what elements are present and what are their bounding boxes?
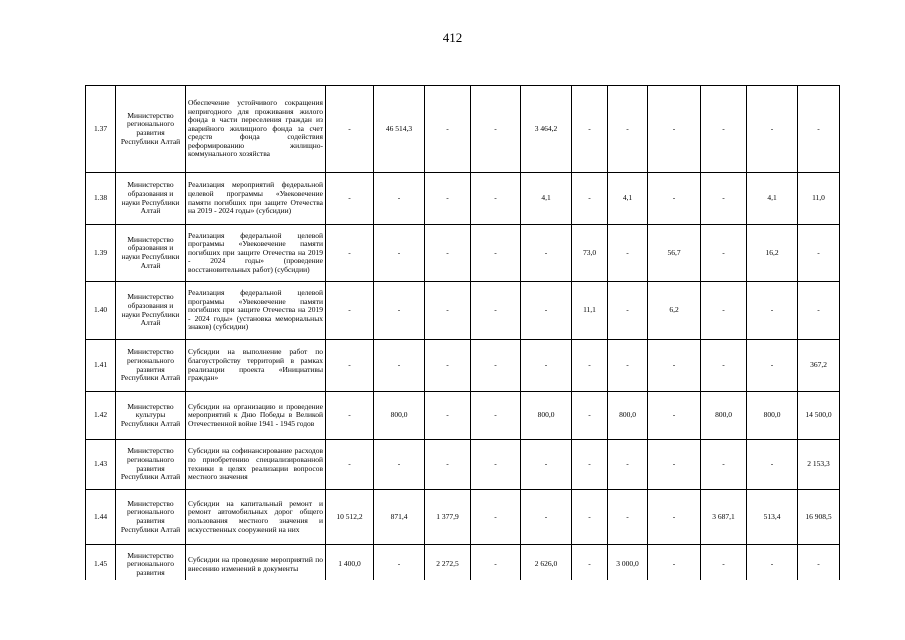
amount-cell: -	[747, 340, 798, 392]
amount-cell: -	[425, 282, 471, 340]
amount-cell: 46 514,3	[374, 86, 425, 173]
amount-cell: 513,4	[747, 490, 798, 545]
amount-cell: -	[374, 440, 425, 490]
row-number: 1.39	[86, 225, 116, 282]
amount-cell: -	[425, 173, 471, 225]
amount-cell: -	[374, 340, 425, 392]
amount-cell: -	[701, 173, 747, 225]
amount-cell: -	[471, 340, 521, 392]
amount-cell: -	[648, 86, 701, 173]
amount-cell: 367,2	[798, 340, 840, 392]
budget-table	[85, 85, 865, 580]
amount-cell: -	[701, 545, 747, 581]
amount-cell: -	[572, 173, 608, 225]
amount-cell: -	[701, 225, 747, 282]
amount-cell: 11,0	[798, 173, 840, 225]
amount-cell: 16,2	[747, 225, 798, 282]
amount-cell: 6,2	[648, 282, 701, 340]
amount-cell: -	[798, 545, 840, 581]
measure-description: Реализация мероприятий федеральной целевой программы «Увековечение памяти погибших при защите Отечества на 2019 - 2024 годы» (субсидии)	[186, 173, 326, 225]
amount-cell: 56,7	[648, 225, 701, 282]
amount-cell: -	[374, 173, 425, 225]
amount-cell: 871,4	[374, 490, 425, 545]
amount-cell: -	[608, 440, 648, 490]
amount-cell: 11,1	[572, 282, 608, 340]
amount-cell: 14 500,0	[798, 392, 840, 440]
amount-cell: -	[648, 440, 701, 490]
amount-cell: -	[608, 86, 648, 173]
table-row	[86, 225, 866, 282]
amount-cell: -	[326, 392, 374, 440]
amount-cell: -	[374, 545, 425, 581]
amount-cell: 800,0	[747, 392, 798, 440]
amount-cell: -	[572, 392, 608, 440]
amount-cell: -	[425, 440, 471, 490]
amount-cell: -	[425, 340, 471, 392]
amount-cell: -	[747, 86, 798, 173]
measure-description: Реализация федеральной целевой программы «Увековечение памяти погибших при защите Отечества на 2019 - 2024 годы» (проведение восстановительных работ) (субсидии)	[186, 225, 326, 282]
responsible-ministry: Министерство регионального развития Республики Алтай	[116, 490, 186, 545]
table-row	[86, 545, 866, 581]
amount-cell: 800,0	[374, 392, 425, 440]
responsible-ministry: Министерство культуры Республики Алтай	[116, 392, 186, 440]
table-row	[86, 173, 866, 225]
table-row	[86, 86, 866, 173]
amount-cell: -	[608, 282, 648, 340]
amount-cell: 2 153,3	[798, 440, 840, 490]
row-number: 1.40	[86, 282, 116, 340]
table-row	[86, 282, 866, 340]
amount-cell: -	[471, 173, 521, 225]
row-number: 1.45	[86, 545, 116, 581]
amount-cell: 73,0	[572, 225, 608, 282]
responsible-ministry: Министерство регионального развития Республики Алтай	[116, 440, 186, 490]
amount-cell: 2 626,0	[521, 545, 572, 581]
amount-cell: 3 000,0	[608, 545, 648, 581]
table-row	[86, 490, 866, 545]
responsible-ministry: Министерство регионального развития	[116, 545, 186, 581]
measure-description: Субсидии на софинансирование расходов по приобретению специализированной техники в целях реализации вопросов местного значения	[186, 440, 326, 490]
table-row	[86, 392, 866, 440]
amount-cell: 4,1	[521, 173, 572, 225]
table-container	[85, 85, 865, 580]
amount-cell: -	[608, 340, 648, 392]
amount-cell: 16 908,5	[798, 490, 840, 545]
row-number: 1.43	[86, 440, 116, 490]
amount-cell: -	[326, 225, 374, 282]
amount-cell: -	[425, 392, 471, 440]
amount-cell: -	[798, 282, 840, 340]
amount-cell: 1 400,0	[326, 545, 374, 581]
amount-cell: -	[471, 282, 521, 340]
amount-cell: 1 377,9	[425, 490, 471, 545]
amount-cell: -	[747, 282, 798, 340]
amount-cell: -	[374, 225, 425, 282]
amount-cell: -	[326, 340, 374, 392]
amount-cell: -	[701, 282, 747, 340]
measure-description: Субсидии на организацию и проведение мероприятий к Дню Победы в Великой Отечественной войне 1941 - 1945 годов	[186, 392, 326, 440]
amount-cell: -	[572, 440, 608, 490]
amount-cell: 800,0	[701, 392, 747, 440]
measure-description: Субсидии на капитальный ремонт и ремонт автомобильных дорог общего пользования местного значения и искусственных сооружений на них	[186, 490, 326, 545]
amount-cell: 3 464,2	[521, 86, 572, 173]
amount-cell: -	[648, 340, 701, 392]
amount-cell: -	[326, 282, 374, 340]
amount-cell: -	[648, 545, 701, 581]
amount-cell: 4,1	[608, 173, 648, 225]
row-number: 1.42	[86, 392, 116, 440]
amount-cell: -	[521, 225, 572, 282]
amount-cell: 800,0	[608, 392, 648, 440]
amount-cell: -	[572, 490, 608, 545]
row-number: 1.37	[86, 86, 116, 173]
amount-cell: -	[648, 173, 701, 225]
amount-cell: -	[326, 440, 374, 490]
amount-cell: -	[471, 440, 521, 490]
measure-description: Реализация федеральной целевой программы «Увековечение памяти погибших при защите Отечества на 2019 - 2024 годы» (установка мемориальных знаков) (субсидии)	[186, 282, 326, 340]
row-number: 1.44	[86, 490, 116, 545]
amount-cell: 4,1	[747, 173, 798, 225]
amount-cell: -	[572, 86, 608, 173]
amount-cell: -	[425, 86, 471, 173]
amount-cell: 2 272,5	[425, 545, 471, 581]
amount-cell: -	[701, 340, 747, 392]
amount-cell: -	[521, 340, 572, 392]
row-number: 1.41	[86, 340, 116, 392]
amount-cell: -	[471, 225, 521, 282]
amount-cell: 10 512,2	[326, 490, 374, 545]
amount-cell: -	[425, 225, 471, 282]
amount-cell: -	[572, 340, 608, 392]
row-number: 1.38	[86, 173, 116, 225]
amount-cell: -	[471, 545, 521, 581]
amount-cell: -	[471, 490, 521, 545]
measure-description: Субсидии на проведение мероприятий по внесению изменений в документы	[186, 545, 326, 581]
amount-cell: -	[701, 86, 747, 173]
amount-cell: -	[521, 282, 572, 340]
responsible-ministry: Министерство образования и науки Республики Алтай	[116, 282, 186, 340]
amount-cell: 3 687,1	[701, 490, 747, 545]
amount-cell: -	[326, 173, 374, 225]
amount-cell: -	[701, 440, 747, 490]
amount-cell: -	[648, 490, 701, 545]
table-row	[86, 340, 866, 392]
amount-cell: -	[471, 86, 521, 173]
amount-cell: 800,0	[521, 392, 572, 440]
amount-cell: -	[648, 392, 701, 440]
responsible-ministry: Министерство образования и науки Республики Алтай	[116, 225, 186, 282]
amount-cell: -	[471, 392, 521, 440]
amount-cell: -	[521, 490, 572, 545]
amount-cell: -	[608, 490, 648, 545]
page-number: 412	[442, 30, 463, 45]
measure-description: Обеспечение устойчивого сокращения непригодного для проживания жилого фонда в части переселения граждан из аварийного жилищного фонда за счет средств фонда содействия реформированию жилищно-коммунального хозяйства	[186, 86, 326, 173]
amount-cell: -	[747, 440, 798, 490]
responsible-ministry: Министерство образования и науки Республики Алтай	[116, 173, 186, 225]
responsible-ministry: Министерство регионального развития Республики Алтай	[116, 340, 186, 392]
amount-cell: -	[326, 86, 374, 173]
amount-cell: -	[608, 225, 648, 282]
amount-cell: -	[798, 225, 840, 282]
amount-cell: -	[798, 86, 840, 173]
measure-description: Субсидии на выполнение работ по благоустройству территорий в рамках реализации проекта «Инициативы граждан»	[186, 340, 326, 392]
amount-cell: -	[521, 440, 572, 490]
table-row	[86, 440, 866, 490]
amount-cell: -	[374, 282, 425, 340]
responsible-ministry: Министерство регионального развития Республики Алтай	[116, 86, 186, 173]
amount-cell: -	[572, 545, 608, 581]
amount-cell: -	[747, 545, 798, 581]
